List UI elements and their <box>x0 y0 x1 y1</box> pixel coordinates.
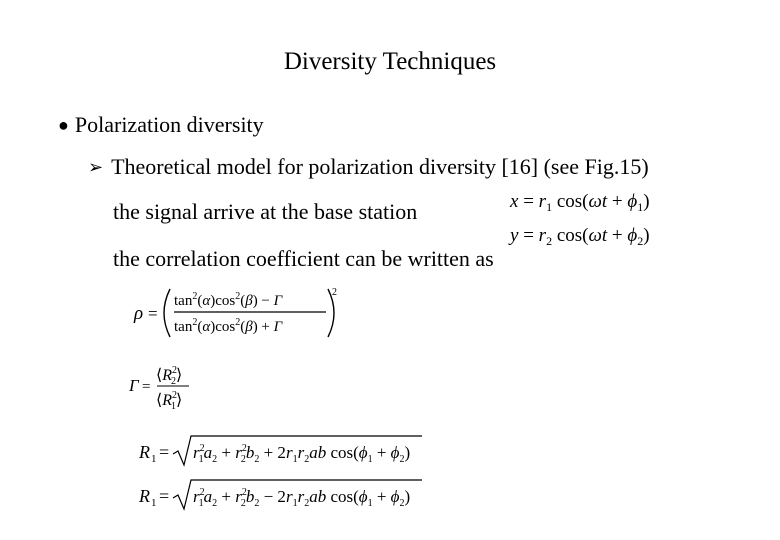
bullet-text: Polarization diversity <box>74 112 264 137</box>
svg-text:y = r2 cos(ωt + ϕ2): $y = r_2$ $\cos(\omega t + \phi_2)$ <box>510 225 650 248</box>
svg-text:R: R <box>139 486 150 506</box>
svg-text:tan2(α)cos2(β) − Γ: $\tan^2(\alpha)\cos^2(\beta) - \Gamma$ <box>174 291 283 309</box>
equation-r1-plus <box>135 434 430 468</box>
svg-text:=: = <box>142 379 151 395</box>
svg-text:⟨R22⟩: $⟨R^2$ 2⟩ <box>156 365 183 387</box>
sub-bullet-text: Theoretical model for polarization diversity [16] (see Fig.15) <box>111 154 649 179</box>
equation-x <box>508 188 668 214</box>
correlation-description: the correlation coefficient can be written as <box>113 246 494 271</box>
bullet-dot-icon: ● <box>58 115 69 135</box>
svg-text:=: = <box>148 304 158 323</box>
svg-text:=: = <box>159 442 170 462</box>
equation-rho <box>130 283 360 343</box>
svg-text:R: R <box>139 442 150 462</box>
svg-text:x = r1 cos(ωt + ϕ1): $x = r_1$ $\cos(\omega t + \phi_1)$ <box>510 191 650 214</box>
equation-y <box>508 222 668 248</box>
svg-text:tan2(α)cos2(β) + Γ: $\tan^2(\alpha)\cos^2(\beta) + \Gamma$ <box>174 317 283 335</box>
equation-r1-minus <box>135 478 430 512</box>
svg-text:r21a2 + r22b2 + 2r1r2ab cos(ϕ1: $r^2$ $1a_2 + r^2$ $2b_2 + 2r_1r_2ab$ $\cos(\phi_1 + \phi_2)$ <box>193 443 411 465</box>
svg-text:2: 2 <box>332 287 337 298</box>
svg-text:=: = <box>159 486 170 506</box>
page-title: Diversity Techniques <box>283 48 497 75</box>
svg-text:1: 1 <box>151 453 157 465</box>
bullet-polarization-diversity <box>58 112 264 138</box>
svg-text:⟨R21⟩: $⟨R^2$ 1⟩ <box>156 390 183 412</box>
arrow-bullet-icon: ➢ <box>88 157 104 177</box>
svg-text:1: 1 <box>151 497 157 509</box>
svg-text:Γ: Γ <box>129 376 139 395</box>
equation-gamma <box>127 358 207 416</box>
svg-text:r21a2 + r22b2 − 2r1r2ab cos(ϕ1: $r^2$ $1a_2 + r^2$ $2b_2 - 2r_1r_2ab$ $\cos(\phi_1 + \phi_2)$ <box>193 487 411 509</box>
signal-description: the signal arrive at the base station <box>113 199 418 224</box>
sub-bullet-theoretical-model <box>88 154 649 180</box>
svg-text:ρ: ρ <box>134 303 144 324</box>
